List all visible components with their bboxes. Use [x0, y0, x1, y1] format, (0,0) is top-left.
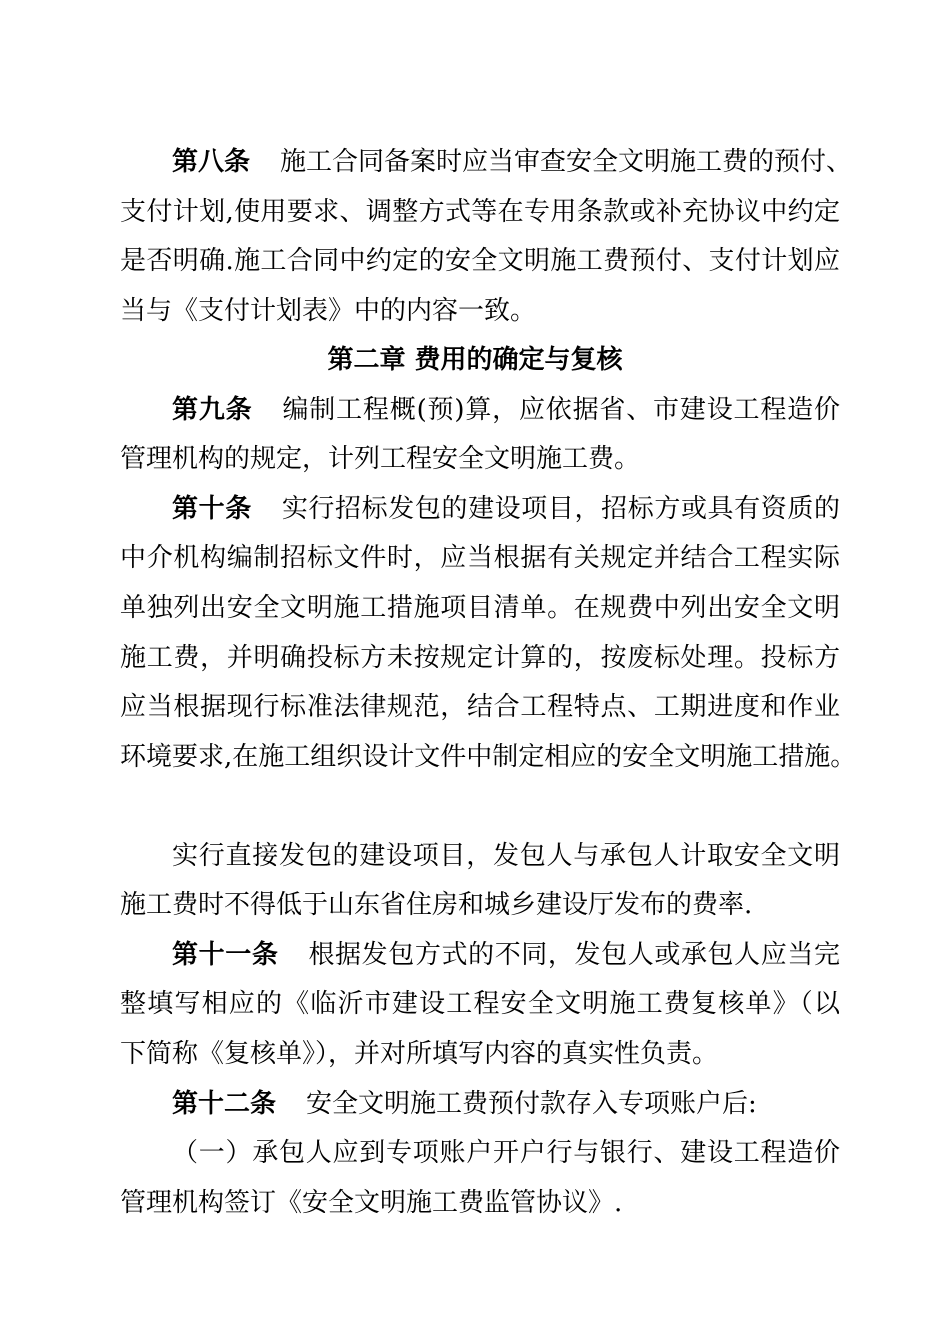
article-8-line-2: 支付计划,使用要求、调整方式等在专用条款或补充协议中约定 — [120, 197, 840, 227]
article-10-line-5: 应当根据现行标准法律规范，结合工程特点、工期进度和作业 — [120, 692, 840, 722]
direct-contract-line-1: 实行直接发包的建设项目，发包人与承包人计取安全文明 — [172, 841, 840, 871]
article-8-line-3: 是否明确.施工合同中约定的安全文明施工费预付、支付计划应 — [120, 246, 840, 276]
article-10-line-6: 环境要求,在施工组织设计文件中制定相应的安全文明施工措施。 — [120, 742, 857, 772]
item-1-line-2: 管理机构签订《安全文明施工费监管协议》. — [120, 1188, 623, 1218]
article-8-line-4: 当与《支付计划表》中的内容一致。 — [120, 296, 537, 326]
article-10-line-2: 中介机构编制招标文件时，应当根据有关规定并结合工程实际 — [120, 543, 840, 573]
article-11-label: 第十一条 — [172, 940, 279, 970]
article-12-label: 第十二条 — [172, 1089, 277, 1119]
item-1-line-1: （一）承包人应到专项账户开户行与银行、建设工程造价 — [172, 1138, 840, 1168]
article-10-label: 第十条 — [172, 494, 252, 524]
article-12-line-1: 第十二条 安全文明施工费预付款存入专项账户后: — [172, 1089, 757, 1119]
article-8-label: 第八条 — [172, 147, 251, 177]
article-11-line-1: 第十一条 根据发包方式的不同，发包人或承包人应当完 — [172, 940, 840, 970]
article-10-line-3: 单独列出安全文明施工措施项目清单。在规费中列出安全文明 — [120, 593, 840, 623]
article-9-label: 第九条 — [172, 395, 253, 425]
article-9-line-1: 第九条 编制工程概(预)算，应依据省、市建设工程造价 — [172, 395, 840, 425]
direct-contract-line-2: 施工费时不得低于山东省住房和城乡建设厅发布的费率. — [120, 890, 753, 920]
article-9-line-2: 管理机构的规定，计列工程安全文明施工费。 — [120, 444, 641, 474]
article-11-line-3: 下简称《复核单》），并对所填写内容的真实性负责。 — [120, 1039, 719, 1069]
article-10-line-4: 施工费，并明确投标方未按规定计算的，按废标处理。投标方 — [120, 643, 840, 673]
article-10-line-1: 第十条 实行招标发包的建设项目，招标方或具有资质的 — [172, 494, 840, 524]
article-11-line-2: 整填写相应的《临沂市建设工程安全文明施工费复核单》（以 — [120, 989, 840, 1019]
article-8-line-1: 第八条 施工合同备案时应当审查安全文明施工费的预付、 — [172, 147, 853, 177]
chapter-2-heading: 第二章 费用的确定与复核 — [327, 345, 623, 375]
